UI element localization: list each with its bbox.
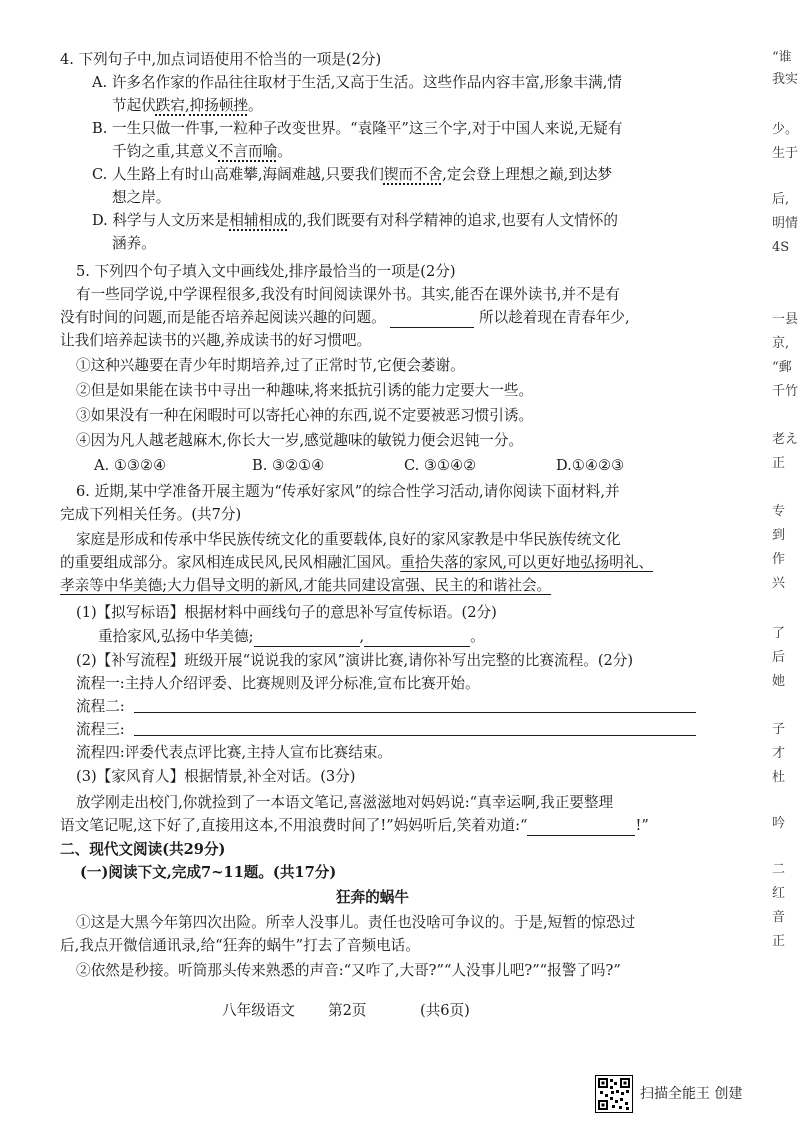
q4-option-d-line2: 涵养。 [112,235,156,252]
margin-char: 子 [772,722,786,737]
q5-passage-line2 [60,308,630,328]
q4-a-dotted-word1: 跌宕 [155,97,185,114]
footer-total-pages: (共6页) [420,1002,470,1019]
margin-char: 杜 [772,770,786,785]
q6-flow-1: 流程一:主持人介绍评委、比赛规则及评分标准,宣布比赛开始。 [76,675,480,692]
q6-task1-period: 。 [470,628,485,645]
q6-flow-2-label: 流程二: [76,698,125,715]
q4-a-dotted-word2: 抑扬顿挫 [189,97,249,114]
article-para2-line1: ②依然是秒接。听筒那头传来熟悉的声音:“又咋了,大哥?”“人没事儿吧?”“报警了吗?” [76,962,621,979]
q5-passage-line3: 让我们培养起读书的兴趣,养成读书的好习惯吧。 [60,332,372,349]
q6-material-line2 [60,553,653,573]
q6-task1: (1)【拟写标语】根据材料中画线句子的意思补写宣传标语。(2分) [76,604,497,621]
qr-code-icon [595,1075,633,1113]
margin-char: 后, [772,192,790,207]
section-2-heading: 二、现代文阅读(共29分) [60,841,226,858]
margin-char: 她 [772,674,786,689]
margin-char: 了 [772,626,786,641]
adjacent-page-edge [772,40,798,1000]
q6-flow-3-answer-line[interactable] [134,735,696,736]
q6-material-underlined-1: 重拾失落的家风,可以更好地弘扬明礼、 [400,554,654,571]
q6-material-underlined-2: 孝亲等中华美德;大力倡导文明的新风,才能共同建设富强、民主的和谐社会。 [60,577,552,594]
q6-material-text: 的重要组成部分。家风相连成民风,民风相融汇国风。 [60,554,401,571]
q6-stem-line1: 6. 近期,某中学准备开展主题为“传承好家风”的综合性学习活动,请你阅读下面材料,并 [76,483,620,500]
q4-option-c-line2: 想之岸。 [112,189,171,206]
q6-task1-prompt: 重拾家风,弘扬中华美德; [98,628,254,645]
margin-char: 明情 [772,216,798,231]
q4-a-text-post: 。 [248,97,263,114]
q6-dialogue-text: 语文笔记呢,这下好了,直接用这本,不用浪费时间了!”妈妈听后,笑着劝道:“ [60,817,528,834]
q4-option-a-line2 [112,96,263,116]
q4-d-dotted-word: 相辅相成 [229,212,288,229]
q6-flow-2-answer-line[interactable] [134,712,696,713]
q6-flow-4: 流程四:评委代表点评比赛,主持人宣布比赛结束。 [76,744,393,761]
q5-fill-blank[interactable] [390,311,474,328]
article-para1-line2: 后,我点开微信通讯录,给“狂奔的蜗牛”打去了音频电话。 [60,937,420,954]
margin-char: 4S [772,240,790,255]
q6-flow-3-label: 流程三: [76,721,125,738]
q4-option-a-line1: A. 许多名作家的作品往往取材于生活,又高于生活。这些作品内容丰富,形象丰满,情 [92,74,622,91]
margin-char: 才 [772,746,786,761]
q6-task1-blank-2[interactable] [364,630,470,647]
q5-stem: 5. 下列四个句子填入文中画线处,排序最恰当的一项是(2分) [76,263,456,280]
q6-material-line1: 家庭是形成和传承中华民族传统文化的重要载体,良好的家风家教是中华民族传统文化 [76,531,621,548]
q5-option-a: A. ①③②④ [94,457,167,474]
q6-task1-blank-1[interactable] [254,630,360,647]
article-title: 狂奔的蜗牛 [336,889,409,906]
margin-char: 兴 [772,576,786,591]
q5-sentence-4: ④因为凡人越老越麻木,你长大一岁,感觉趣味的敏锐力便会迟钝一分。 [76,432,524,449]
q6-dialogue-line2 [60,816,649,836]
margin-char: 京, [772,336,790,351]
margin-char: 正 [772,934,786,949]
margin-char: 正 [772,456,786,471]
margin-char: “谁 [772,50,792,65]
q5-passage-pre: 没有时间的问题,而是能否培养起阅读兴趣的问题。 [60,309,386,326]
q4-c-dotted-word: 锲而不舍 [383,166,443,183]
q5-sentence-2: ②但是如果能在读书中寻出一种趣味,将来抵抗引诱的能力定要大一些。 [76,382,534,399]
q6-task2: (2)【补写流程】班级开展“说说我的家风”演讲比赛,请你补写出完整的比赛流程。(2分) [76,652,634,669]
margin-char: 到 [772,528,786,543]
margin-char: 千竹 [772,384,798,399]
q6-task1-answer-line [98,627,485,647]
margin-char: “郵 [772,360,792,375]
q4-option-c-line1 [92,165,612,185]
q4-b-dotted-word: 不言而喻 [218,143,278,160]
q6-stem-line2: 完成下列相关任务。(共7分) [60,506,242,523]
footer-subject: 八年级语文 [222,1002,295,1019]
margin-char: 吟 [772,816,786,831]
margin-char: 少。 [772,122,798,137]
margin-char: 我实 [772,72,798,87]
q5-option-d: D.①④②③ [556,457,625,474]
q4-b-text-post: 。 [277,143,292,160]
margin-char: 专 [772,504,786,519]
q4-a-text-pre: 节起伏 [112,97,156,114]
q5-option-b: B. ③②①④ [252,457,325,474]
section-2-subheading: (一)阅读下文,完成7~11题。(共17分) [80,864,337,881]
q5-option-c: C. ③①④② [404,457,477,474]
article-para1-line1: ①这是大黑今年第四次出险。所幸人没事儿。责任也没啥可争议的。于是,短暂的惊恐过 [76,914,636,931]
q4-a-text-mid: , [185,97,190,114]
q4-c-text-post: ,定会登上理想之巅,到达梦 [442,166,613,183]
q4-stem: 4. 下列句子中,加点词语使用不恰当的一项是(2分) [60,51,382,68]
q4-option-b-line1: B. 一生只做一件事,一粒种子改变世界。“袁隆平”这三个字,对于中国人来说,无疑有 [92,120,623,137]
q6-dialogue-blank[interactable] [527,819,635,836]
footer-page-number: 第2页 [328,1002,367,1019]
margin-char: 二 [772,862,786,877]
q6-task3: (3)【家风育人】根据情景,补全对话。(3分) [76,768,356,785]
q6-task1-comma: , [359,628,365,645]
margin-char: 后 [772,650,786,665]
q6-dialogue-end: !” [635,817,649,834]
q4-d-text-pre: D. 科学与人文历来是 [92,212,230,229]
q4-option-d-line1 [92,211,618,231]
margin-char: 红 [772,886,786,901]
margin-char: 作 [772,552,786,567]
margin-char: 生于 [772,146,798,161]
q4-option-b-line2 [112,142,292,162]
margin-char: 一县 [772,312,798,327]
margin-char: 老え [772,432,798,447]
q4-d-text-post: 的,我们既要有对科学精神的追求,也要有人文情怀的 [287,212,618,229]
q4-b-text-pre: 千钧之重,其意义 [112,143,219,160]
q6-dialogue-line1: 放学刚走出校门,你就捡到了一本语文笔记,喜滋滋地对妈妈说:“真幸运啊,我正要整理 [76,794,614,811]
q5-passage-line1: 有一些同学说,中学课程很多,我没有时间阅读课外书。其实,能否在课外读书,并不是有 [76,286,620,303]
q5-passage-post: 所以趁着现在青春年少, [479,309,630,326]
q5-sentence-3: ③如果没有一种在闲暇时可以寄托心神的东西,说不定要被恶习惯引诱。 [76,407,534,424]
q4-c-text-pre: C. 人生路上有时山高难攀,海阔难越,只要我们 [92,166,384,183]
scanner-watermark: 扫描全能王 创建 [640,1086,743,1102]
margin-char: 音 [772,910,786,925]
q5-sentence-1: ①这种兴趣要在青少年时期培养,过了正常时节,它便会萎谢。 [76,357,465,374]
